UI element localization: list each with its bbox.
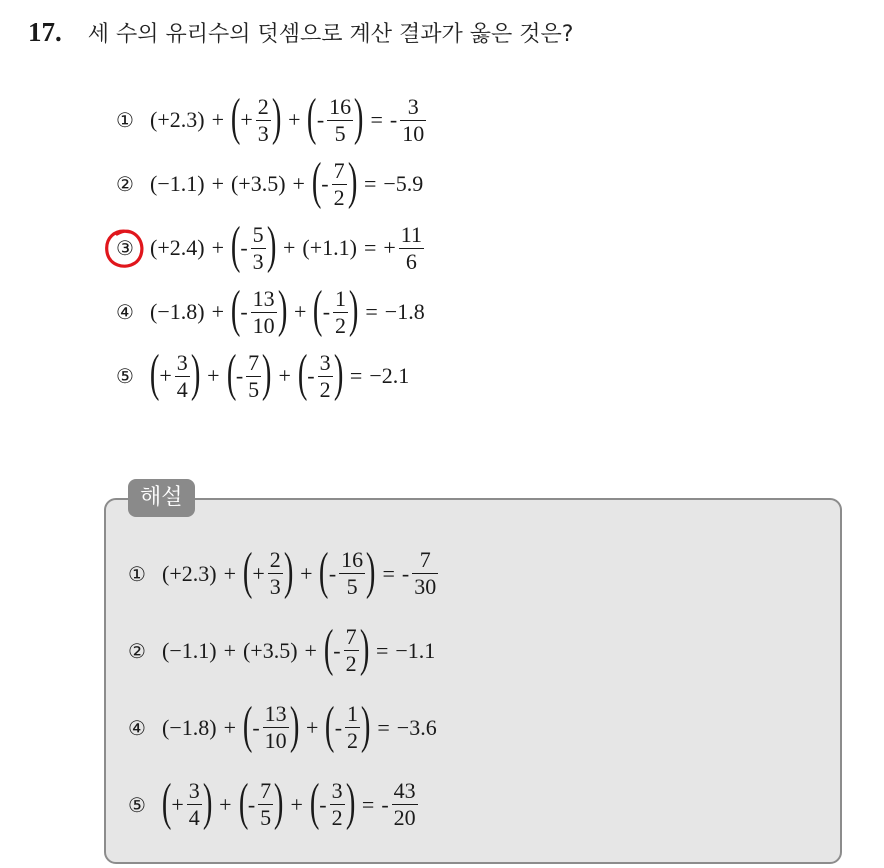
sign: +	[159, 363, 172, 388]
right-paren-icon: )	[359, 619, 370, 677]
denominator: 2	[347, 728, 359, 753]
result: −5.9	[383, 171, 424, 196]
operator: +	[207, 363, 220, 388]
denominator: 2	[335, 312, 347, 338]
operator: +	[223, 714, 236, 740]
numerator: 11	[400, 221, 422, 247]
solution-lines	[124, 535, 439, 843]
numerator: 1	[335, 285, 347, 311]
operator: +	[300, 560, 313, 586]
term: (+3.5)	[242, 637, 298, 663]
numerator: 13	[264, 701, 287, 726]
numerator: 2	[257, 93, 269, 119]
denominator: 3	[269, 574, 281, 599]
equals: =	[349, 363, 363, 388]
numerator: 7	[345, 624, 357, 649]
term: (+2.3)	[162, 560, 217, 586]
numerator: 3	[407, 93, 419, 119]
solution-line-1	[124, 535, 439, 612]
sign: +	[171, 791, 184, 817]
term: (−1.1)	[162, 637, 217, 663]
sign: -	[333, 637, 341, 663]
operator: +	[223, 560, 236, 586]
fraction	[332, 158, 347, 211]
choice-1[interactable]	[112, 88, 427, 152]
sign: -	[322, 299, 331, 324]
choice-marker[interactable]: ④	[116, 300, 134, 324]
choice-5[interactable]	[112, 344, 427, 408]
sign: +	[240, 107, 253, 132]
result: −2.1	[369, 363, 410, 388]
fraction	[344, 624, 359, 677]
denominator: 2	[345, 651, 357, 676]
denominator: 5	[260, 805, 272, 830]
left-paren-icon: (	[230, 217, 241, 274]
left-paren-icon: (	[307, 89, 317, 146]
choice-3[interactable]	[112, 216, 427, 280]
choice-marker[interactable]: ②	[116, 172, 134, 196]
operator: +	[211, 171, 224, 196]
numerator: 13	[252, 285, 275, 311]
term: (−1.8)	[150, 299, 205, 324]
sign: -	[389, 107, 398, 132]
equals: =	[375, 637, 389, 663]
fraction	[175, 350, 190, 403]
fraction	[339, 547, 365, 600]
sign: -	[401, 560, 410, 586]
denominator: 10	[252, 312, 275, 338]
operator: +	[211, 235, 224, 260]
fraction	[187, 778, 202, 831]
right-paren-icon: )	[262, 345, 272, 402]
result: −1.1	[395, 637, 436, 663]
choice-marker[interactable]	[112, 236, 138, 260]
operator: +	[293, 299, 307, 324]
solution-marker: ⑤	[128, 792, 146, 817]
fraction	[251, 286, 277, 339]
right-paren-icon: )	[283, 542, 294, 600]
sign: -	[381, 791, 389, 817]
left-paren-icon: (	[297, 345, 308, 402]
numerator: 43	[393, 778, 416, 803]
left-paren-icon: (	[325, 696, 335, 754]
right-paren-icon: )	[202, 773, 213, 831]
sign: -	[319, 791, 327, 817]
fraction	[392, 778, 418, 831]
denominator: 10	[402, 120, 425, 146]
right-paren-icon: )	[354, 89, 364, 146]
right-paren-icon: )	[289, 696, 300, 754]
fraction	[399, 222, 424, 275]
fraction	[333, 286, 348, 339]
term: (+2.3)	[150, 107, 205, 132]
sign: -	[235, 363, 244, 388]
equals: =	[370, 107, 383, 132]
solution-line-5	[124, 766, 439, 843]
numerator: 16	[341, 547, 364, 572]
solution-line-4	[124, 689, 439, 766]
left-paren-icon: (	[311, 153, 322, 210]
sign: -	[240, 235, 248, 260]
equals: =	[382, 560, 395, 586]
left-paren-icon: (	[230, 89, 241, 146]
left-paren-icon: (	[230, 281, 241, 338]
equals: =	[377, 714, 390, 740]
question-header	[28, 12, 573, 52]
right-paren-icon: )	[348, 281, 359, 338]
sign: -	[240, 299, 248, 324]
equals: =	[363, 171, 377, 196]
fraction	[412, 547, 438, 600]
choice-2[interactable]	[112, 152, 427, 216]
fraction	[327, 94, 353, 147]
right-paren-icon: )	[366, 542, 376, 600]
numerator: 1	[347, 701, 359, 726]
operator: +	[278, 363, 291, 388]
equals: =	[361, 791, 375, 817]
choice-4[interactable]	[112, 280, 427, 344]
sign: -	[334, 714, 343, 740]
sign: +	[252, 560, 265, 586]
operator: +	[219, 791, 232, 817]
denominator: 30	[414, 574, 437, 599]
right-paren-icon: )	[347, 153, 358, 210]
choice-marker[interactable]: ①	[116, 108, 134, 132]
denominator: 5	[346, 574, 358, 599]
denominator: 4	[188, 805, 200, 830]
fraction	[256, 94, 271, 147]
operator: +	[292, 171, 305, 196]
operator: +	[305, 714, 319, 740]
operator: +	[223, 637, 236, 663]
choice-marker-text: ③	[116, 236, 134, 260]
term: (+3.5)	[230, 171, 286, 196]
left-paren-icon: (	[149, 345, 160, 402]
left-paren-icon: (	[313, 281, 323, 338]
term: (−1.8)	[162, 714, 217, 740]
numerator: 16	[329, 93, 352, 119]
left-paren-icon: (	[323, 619, 334, 677]
question-text: 세 수의 유리수의 덧셈으로 계산 결과가 옳은 것은?	[87, 21, 574, 47]
left-paren-icon: (	[319, 542, 329, 600]
numerator: 7	[419, 547, 431, 572]
term: (−1.1)	[150, 171, 205, 196]
sign: -	[328, 560, 337, 586]
operator: +	[288, 107, 301, 132]
left-paren-icon: (	[309, 773, 320, 831]
denominator: 5	[248, 376, 260, 402]
operator: +	[282, 235, 296, 260]
term: (+1.1)	[302, 235, 357, 260]
operator: +	[211, 299, 224, 324]
numerator: 3	[319, 349, 331, 375]
fraction	[258, 778, 273, 831]
fraction	[400, 94, 426, 147]
numerator: 7	[260, 778, 272, 803]
sign: -	[321, 171, 329, 196]
equals: =	[365, 299, 378, 324]
right-paren-icon: )	[190, 345, 201, 402]
numerator: 3	[176, 349, 188, 375]
solution-marker: ②	[128, 638, 146, 663]
sign: +	[383, 235, 396, 260]
fraction	[263, 701, 289, 754]
sign: -	[307, 363, 315, 388]
choice-list	[112, 88, 427, 408]
result: −3.6	[396, 714, 437, 740]
term: (+2.4)	[150, 235, 205, 260]
sign: -	[247, 791, 256, 817]
sign: -	[316, 107, 325, 132]
left-paren-icon: (	[238, 773, 248, 831]
denominator: 2	[331, 805, 343, 830]
left-paren-icon: (	[242, 696, 253, 754]
operator: +	[304, 637, 317, 663]
numerator: 5	[252, 221, 264, 247]
right-paren-icon: )	[345, 773, 355, 831]
fraction	[318, 350, 333, 403]
numerator: 3	[331, 778, 343, 803]
solution-line-2	[124, 612, 439, 689]
denominator: 2	[319, 376, 331, 402]
denominator: 5	[334, 120, 346, 146]
left-paren-icon: (	[226, 345, 236, 402]
left-paren-icon: (	[161, 773, 172, 831]
denominator: 3	[252, 248, 264, 274]
numerator: 3	[188, 778, 200, 803]
fraction	[345, 701, 360, 754]
numerator: 2	[269, 547, 281, 572]
result: −1.8	[384, 299, 425, 324]
solution-label: 해설	[128, 479, 195, 517]
fraction	[330, 778, 345, 831]
denominator: 10	[264, 728, 287, 753]
operator: +	[290, 791, 303, 817]
right-paren-icon: )	[271, 89, 282, 146]
sign: -	[252, 714, 260, 740]
left-paren-icon: (	[242, 542, 253, 600]
equals: =	[363, 235, 377, 260]
operator: +	[211, 107, 224, 132]
question-number: 17.	[28, 16, 62, 47]
fraction	[246, 350, 261, 403]
solution-marker: ①	[128, 561, 146, 586]
choice-marker[interactable]: ⑤	[116, 364, 134, 388]
denominator: 20	[393, 805, 416, 830]
right-paren-icon: )	[266, 217, 277, 274]
fraction	[251, 222, 266, 275]
right-paren-icon: )	[333, 345, 343, 402]
denominator: 2	[333, 184, 345, 210]
fraction	[268, 547, 283, 600]
denominator: 6	[405, 248, 417, 274]
numerator: 7	[248, 349, 260, 375]
solution-marker: ④	[128, 715, 146, 740]
right-paren-icon: )	[360, 696, 371, 754]
right-paren-icon: )	[274, 773, 284, 831]
right-paren-icon: )	[277, 281, 288, 338]
denominator: 4	[176, 376, 188, 402]
denominator: 3	[257, 120, 269, 146]
numerator: 7	[333, 157, 345, 183]
